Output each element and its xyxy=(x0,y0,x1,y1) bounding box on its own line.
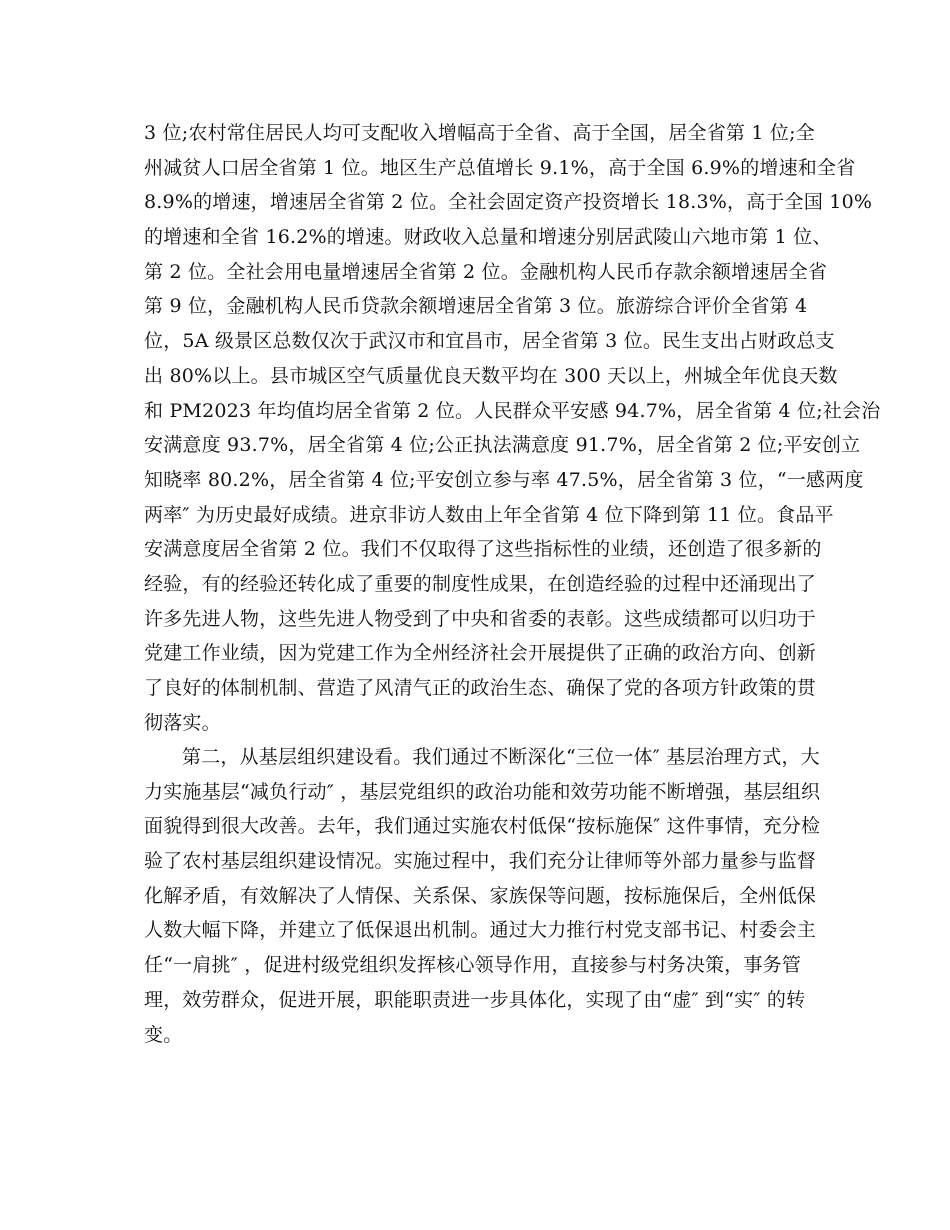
text-line: 8.9%的增速，增速居全省第 2 位。全社会固定资产投资增长 18.3%，高于全国 10% xyxy=(144,191,873,214)
text-line: 出 80%以上。县市城区空气质量优良天数平均在 300 天以上，州城全年优良天数 xyxy=(144,364,838,387)
text-line: 力实施基层“减负行动″ ，基层党组织的政治功能和效劳功能不断增强，基层组织 xyxy=(144,780,821,803)
text-line: 变。 xyxy=(144,1023,183,1046)
text-line: 理，效劳群众，促进开展，职能职责进一步具体化，实现了由“虚″ 到“实″ 的转 xyxy=(144,988,806,1011)
text-line: 人数大幅下降，并建立了低保退出机制。通过大力推行村党支部书记、村委会主 xyxy=(144,919,817,942)
text-line: 彻落实。 xyxy=(144,711,221,734)
text-line: 安满意度 93.7%，居全省第 4 位;公正执法满意度 91.7%，居全省第 2 位;平安创立 xyxy=(144,434,861,457)
paragraph-grassroots-organization xyxy=(144,740,821,1052)
text-line: 知晓率 80.2%，居全省第 4 位;平安创立参与率 47.5%，居全省第 3 位，“一感两度 xyxy=(144,468,864,491)
text-line: 第 9 位，金融机构人民币贷款余额增速居全省第 3 位。旅游综合评价全省第 4 xyxy=(144,295,808,318)
text-line: 第二，从基层组织建设看。我们通过不断深化“三位一体″ 基层治理方式，大 xyxy=(182,746,820,768)
text-line: 州减贫人口居全省第 1 位。地区生产总值增长 9.1%，高于全国 6.9%的增速和全省 xyxy=(144,156,856,179)
paragraph-achievements xyxy=(144,116,881,740)
text-line: 两率″ 为历史最好成绩。进京非访人数由上年全省第 4 位下降到第 11 位。食品平 xyxy=(144,503,834,526)
text-line: 位，5A 级景区总数仅次于武汉市和宜昌市，居全省第 3 位。民生支出占财政总支 xyxy=(144,330,835,353)
text-line: 任“一肩挑″ ，促进村级党组织发挥核心领导作用，直接参与村务决策，事务管 xyxy=(144,954,802,977)
text-line: 的增速和全省 16.2%的增速。财政收入总量和增速分别居武陵山六地市第 1 位、 xyxy=(144,226,832,249)
text-line: 党建工作业绩，因为党建工作为全州经济社会开展提供了正确的政治方向、创新 xyxy=(144,642,817,665)
text-line: 面貌得到很大改善。去年，我们通过实施农村低保“按标施保″ 这件事情，充分检 xyxy=(144,815,821,838)
text-line: 第 2 位。全社会用电量增速居全省第 2 位。金融机构人民币存款余额增速居全省 xyxy=(144,260,828,283)
text-line: 经验，有的经验还转化成了重要的制度性成果，在创造经验的过程中还涌现出了 xyxy=(144,572,817,595)
text-line: 验了农村基层组织建设情况。实施过程中，我们充分让律师等外部力量参与监督 xyxy=(144,850,817,873)
text-line: 许多先进人物，这些先进人物受到了中央和省委的表彰。这些成绩都可以归功于 xyxy=(144,607,817,630)
text-line: 了良好的体制机制、营造了风清气正的政治生态、确保了党的各项方针政策的贯 xyxy=(144,677,817,699)
text-line: 化解矛盾，有效解决了人情保、关系保、家族保等问题，按标施保后，全州低保 xyxy=(144,884,817,907)
text-line: 和 PM2023 年均值均居全省第 2 位。人民群众平安感 94.7%，居全省第 4 位;社会治 xyxy=(144,399,881,422)
text-line: 3 位;农村常住居民人均可支配收入增幅高于全省、高于全国，居全省第 1 位;全 xyxy=(144,122,815,144)
text-line: 安满意度居全省第 2 位。我们不仅取得了这些指标性的业绩，还创造了很多新的 xyxy=(144,538,822,561)
